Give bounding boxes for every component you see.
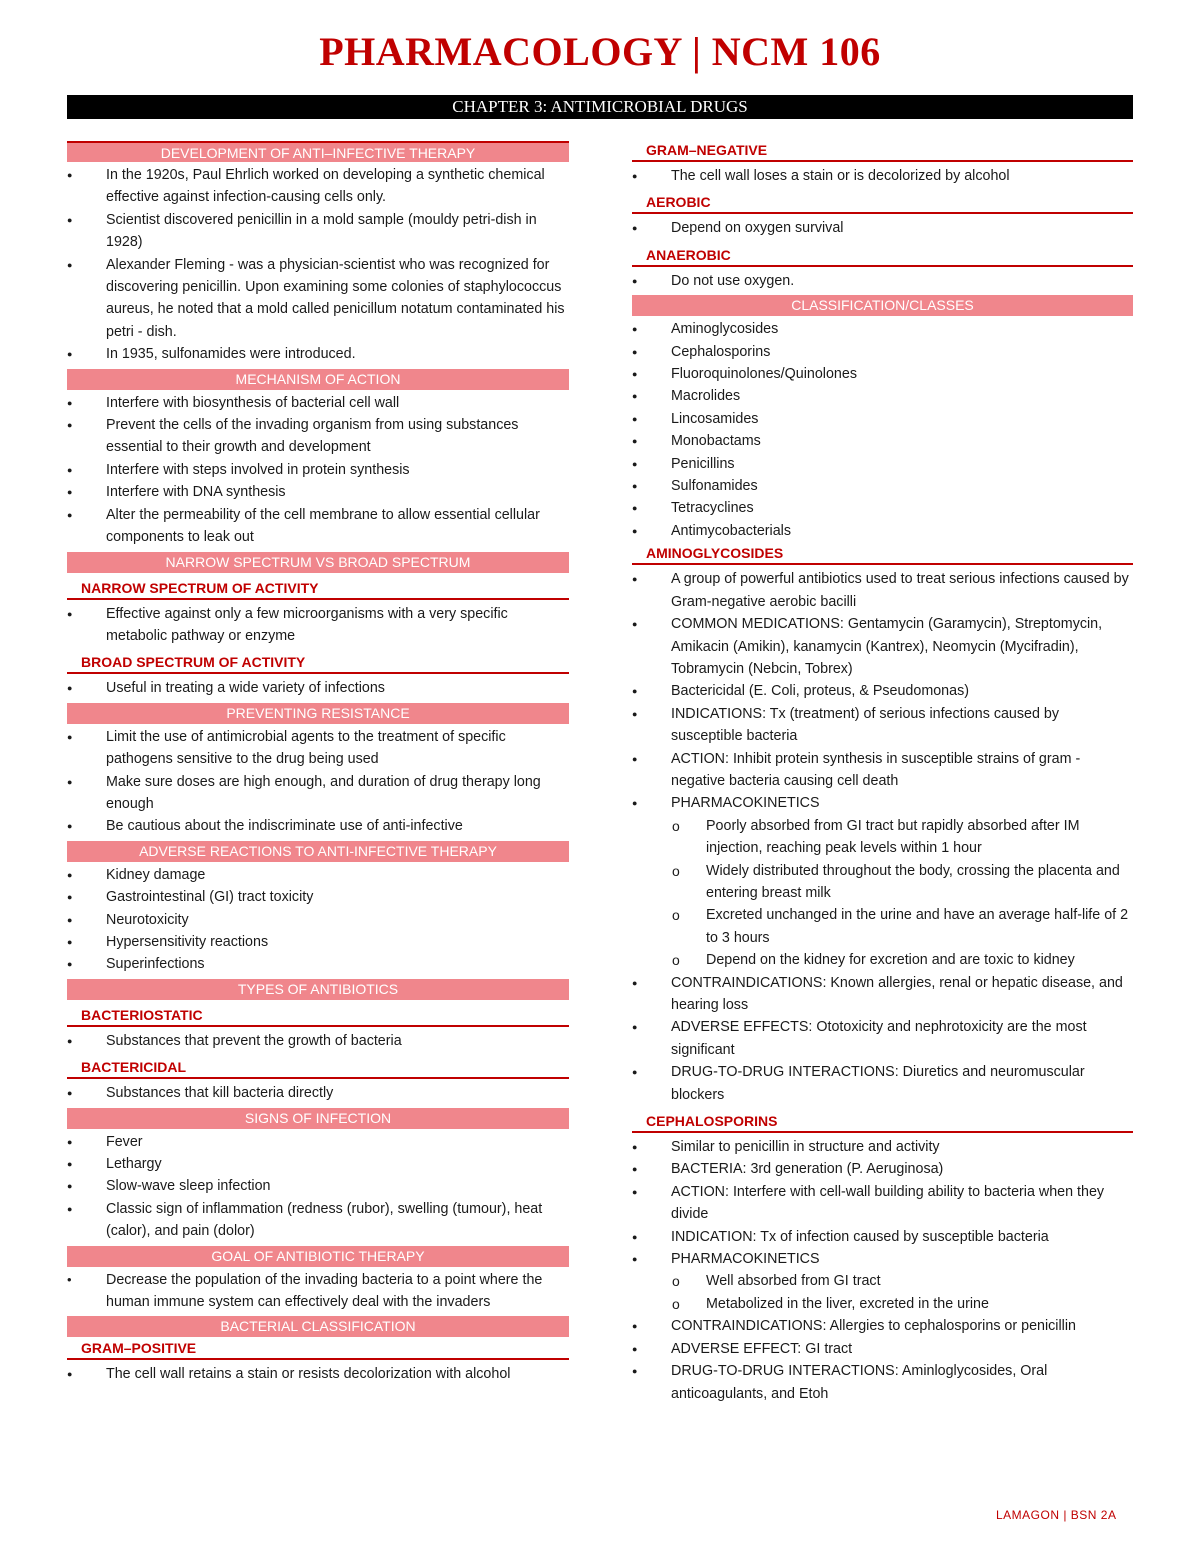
list-item: • Decrease the population of the invading bacteria to a point where the human immune system can effectively deal with the invaders (67, 1269, 569, 1314)
section-header-adverse: ADVERSE REACTIONS TO ANTI-INFECTIVE THERAPY (67, 841, 569, 862)
list-item: ● Alexander Fleming - was a physician-scientist who was recognized for discovering penicillin. Upon examining some colonies of staphylococcus aureus, he noted that a mold called penicillum notatum contaminated his petri - dish. (67, 254, 569, 344)
list-item: ● Cephalosporins (632, 341, 1133, 363)
subheader-bactericidal: BACTERICIDAL (67, 1058, 569, 1079)
section-header-goal: GOAL OF ANTIBIOTIC THERAPY (67, 1246, 569, 1267)
list-item: ● Similar to penicillin in structure and activity (632, 1136, 1133, 1158)
sub-list-item: o Metabolized in the liver, excreted in the urine (632, 1293, 1133, 1315)
subheader-gram-negative: GRAM–NEGATIVE (632, 141, 1133, 162)
list-item: ● INDICATION: Tx of infection caused by susceptible bacteria (632, 1226, 1133, 1248)
sub-list-item: o Widely distributed throughout the body, crossing the placenta and entering breast milk (632, 860, 1133, 905)
classes-list (632, 318, 1133, 542)
list-item: ● Make sure doses are high enough, and duration of drug therapy long enough (67, 771, 569, 816)
section-header-bacterial-classification: BACTERIAL CLASSIFICATION (67, 1316, 569, 1337)
sub-list-item: o Excreted unchanged in the urine and have an average half-life of 2 to 3 hours (632, 904, 1133, 949)
list-item: ● Hypersensitivity reactions (67, 931, 569, 953)
list-item: ● Tetracyclines (632, 497, 1133, 519)
chapter-banner: CHAPTER 3: ANTIMICROBIAL DRUGS (67, 95, 1133, 119)
list-item: ● Fever (67, 1131, 569, 1153)
bacteriostatic-list (67, 1030, 569, 1052)
list-item: ● Gastrointestinal (GI) tract toxicity (67, 886, 569, 908)
list-item: ● Bactericidal (E. Coli, proteus, & Pseudomonas) (632, 680, 1133, 702)
goal-list (67, 1269, 569, 1314)
list-item: ● In 1935, sulfonamides were introduced. (67, 343, 569, 365)
list-item: ● The cell wall retains a stain or resists decolorization with alcohol (67, 1363, 569, 1385)
list-item: ● Be cautious about the indiscriminate use of anti-infective (67, 815, 569, 837)
list-item: ● Monobactams (632, 430, 1133, 452)
section-header-types: TYPES OF ANTIBIOTICS (67, 979, 569, 1000)
list-item: ● COMMON MEDICATIONS: Gentamycin (Garamycin), Streptomycin, Amikacin (Amikin), kanamycin (Kantrex), Neomycin (Mycifradin), Tobramycin (Nebcin, Tobrex) (632, 613, 1133, 680)
list-item: ● Slow-wave sleep infection (67, 1175, 569, 1197)
adverse-list (67, 864, 569, 976)
bactericidal-list (67, 1082, 569, 1104)
list-item: ● CONTRAINDICATIONS: Known allergies, renal or hepatic disease, and hearing loss (632, 972, 1133, 1017)
aerobic-list (632, 217, 1133, 239)
list-item: ● ADVERSE EFFECT: GI tract (632, 1338, 1133, 1360)
list-item: ● CONTRAINDICATIONS: Allergies to cephalosporins or penicillin (632, 1315, 1133, 1337)
narrow-list (67, 603, 569, 648)
list-item: ● ACTION: Inhibit protein synthesis in susceptible strains of gram - negative bacteria causing cell death (632, 748, 1133, 793)
subheader-broad-spectrum: BROAD SPECTRUM OF ACTIVITY (67, 653, 569, 674)
list-item: ● Effective against only a few microorganisms with a very specific metabolic pathway or enzyme (67, 603, 569, 648)
list-item: ● Lincosamides (632, 408, 1133, 430)
list-item: ● Interfere with DNA synthesis (67, 481, 569, 503)
list-item: ● Lethargy (67, 1153, 569, 1175)
subheader-gram-positive: GRAM–POSITIVE (67, 1339, 569, 1360)
development-list (67, 164, 569, 366)
subheader-anaerobic: ANAEROBIC (632, 246, 1133, 267)
list-item: ● In the 1920s, Paul Ehrlich worked on developing a synthetic chemical effective against infection-causing cells only. (67, 164, 569, 209)
sub-list-item: o Poorly absorbed from GI tract but rapidly absorbed after IM injection, reaching peak levels within 1 hour (632, 815, 1133, 860)
resistance-list (67, 726, 569, 838)
gram-positive-list (67, 1363, 569, 1385)
list-item: ● Kidney damage (67, 864, 569, 886)
list-item: ● Neurotoxicity (67, 909, 569, 931)
list-item: ● PHARMACOKINETICS (632, 1248, 1133, 1270)
list-item: ● Interfere with steps involved in protein synthesis (67, 459, 569, 481)
subheader-narrow-spectrum: NARROW SPECTRUM OF ACTIVITY (67, 579, 569, 600)
list-item: ● Alter the permeability of the cell membrane to allow essential cellular components to leak out (67, 504, 569, 549)
list-item: ● INDICATIONS: Tx (treatment) of serious infections caused by susceptible bacteria (632, 703, 1133, 748)
list-item: ● Depend on oxygen survival (632, 217, 1133, 239)
subheader-aminoglycosides: AMINOGLYCOSIDES (632, 544, 1133, 565)
sub-list-item: o Depend on the kidney for excretion and are toxic to kidney (632, 949, 1133, 971)
list-item: ● Sulfonamides (632, 475, 1133, 497)
gram-negative-list (632, 165, 1133, 187)
list-item: ● DRUG-TO-DRUG INTERACTIONS: Diuretics and neuromuscular blockers (632, 1061, 1133, 1106)
signs-list (67, 1131, 569, 1243)
section-header-signs: SIGNS OF INFECTION (67, 1108, 569, 1129)
cephalosporins-list (632, 1136, 1133, 1405)
list-item: ● Substances that prevent the growth of bacteria (67, 1030, 569, 1052)
list-item: ● PHARMACOKINETICS (632, 792, 1133, 814)
section-header-spectrum: NARROW SPECTRUM VS BROAD SPECTRUM (67, 552, 569, 573)
list-item: ● BACTERIA: 3rd generation (P. Aeruginosa) (632, 1158, 1133, 1180)
list-item: ● DRUG-TO-DRUG INTERACTIONS: Aminloglycosides, Oral anticoagulants, and Etoh (632, 1360, 1133, 1405)
list-item: ● Do not use oxygen. (632, 270, 1133, 292)
list-item: ● The cell wall loses a stain or is decolorized by alcohol (632, 165, 1133, 187)
list-item: ● Penicillins (632, 453, 1133, 475)
list-item: ● Useful in treating a wide variety of infections (67, 677, 569, 699)
list-item: ● A group of powerful antibiotics used to treat serious infections caused by Gram-negative aerobic bacilli (632, 568, 1133, 613)
list-item: ● Prevent the cells of the invading organism from using substances essential to their growth and development (67, 414, 569, 459)
list-item: ● Substances that kill bacteria directly (67, 1082, 569, 1104)
footer-author: LAMAGON | BSN 2A (996, 1508, 1117, 1522)
list-item: ● ACTION: Interfere with cell-wall building ability to bacteria when they divide (632, 1181, 1133, 1226)
sub-list-item: o Well absorbed from GI tract (632, 1270, 1133, 1292)
subheader-cephalosporins: CEPHALOSPORINS (632, 1112, 1133, 1133)
page-title: PHARMACOLOGY | NCM 106 (319, 29, 881, 74)
section-header-mechanism: MECHANISM OF ACTION (67, 369, 569, 390)
list-item: ● Interfere with biosynthesis of bacterial cell wall (67, 392, 569, 414)
subheader-bacteriostatic: BACTERIOSTATIC (67, 1006, 569, 1027)
list-item: ● Superinfections (67, 953, 569, 975)
section-header-development: DEVELOPMENT OF ANTI–INFECTIVE THERAPY (67, 141, 569, 162)
section-header-resistance: PREVENTING RESISTANCE (67, 703, 569, 724)
right-column (632, 141, 1133, 1405)
mechanism-list (67, 392, 569, 549)
anaerobic-list (632, 270, 1133, 292)
section-header-classes: CLASSIFICATION/CLASSES (632, 295, 1133, 316)
list-item: ● Antimycobacterials (632, 520, 1133, 542)
list-item: ● ADVERSE EFFECTS: Ototoxicity and nephrotoxicity are the most significant (632, 1016, 1133, 1061)
left-column (67, 141, 569, 1386)
list-item: ● Aminoglycosides (632, 318, 1133, 340)
list-item: ● Limit the use of antimicrobial agents to the treatment of specific pathogens sensitive to the drug being used (67, 726, 569, 771)
aminoglycosides-list (632, 568, 1133, 1106)
list-item: ● Classic sign of inflammation (redness (rubor), swelling (tumour), heat (calor), and pain (dolor) (67, 1198, 569, 1243)
subheader-aerobic: AEROBIC (632, 193, 1133, 214)
list-item: ● Macrolides (632, 385, 1133, 407)
list-item: ● Fluoroquinolones/Quinolones (632, 363, 1133, 385)
list-item: ● Scientist discovered penicillin in a mold sample (mouldy petri-dish in 1928) (67, 209, 569, 254)
broad-list (67, 677, 569, 699)
